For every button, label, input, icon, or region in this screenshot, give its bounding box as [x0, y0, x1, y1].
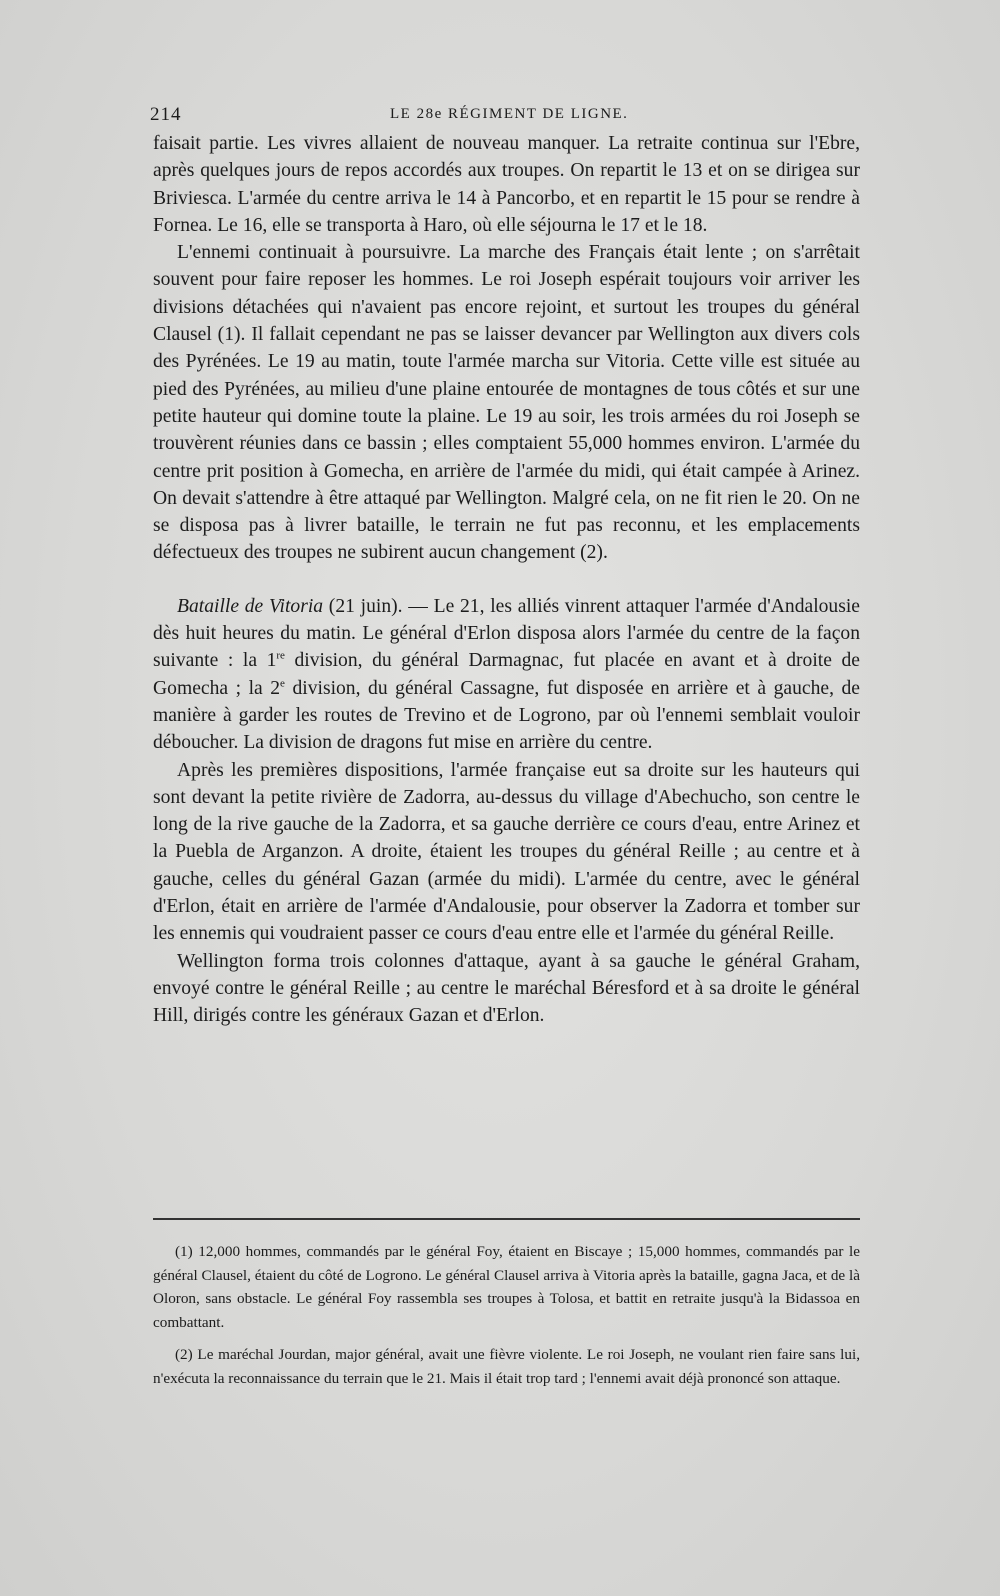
footnote-2: (2) Le maréchal Jourdan, major général, avait une fièvre violente. Le roi Joseph, ne voulant rien faire sans lui, n'exécuta la reconnaissance du terrain que le 21. Mais il était trop tard ; l'ennemi avait déjà prononcé son attaque. [153, 1345, 860, 1387]
paragraph-text: division, du général Cassagne, fut disposée en arrière et à gauche, de manière à garder les routes de Trevino et de Logrono, par où l'ennemi semblait vouloir déboucher. La division de dragons fut mise en arrière du centre. [153, 677, 861, 754]
paragraph: Après les premières dispositions, l'armée française eut sa droite sur les hauteurs qui sont devant la petite rivière de Zadorra, au-dessus du village d'Abechucho, son centre le long de la rive gauche de la Zadorra, et sa gauche derrière ce cours d'eau, entre Arinez et la Puebla de Arganzon. A droite, étaient les troupes du général Reille ; au centre et à gauche, celles du général Gazan (armée du midi). L'armée du centre, avec le général d'Erlon, était en arrière de l'armée d'Andalousie, pour observer la Zadorra et tomber sur les ennemis qui voudraient passer ce cours d'eau entre elle et l'armée du général Reille. [153, 759, 860, 945]
footnote-divider [153, 1218, 860, 1220]
footnotes [153, 1240, 860, 1390]
paragraph: Wellington forma trois colonnes d'attaque, ayant à sa gauche le général Graham, envoyé contre le général Reille ; au centre le maréchal Béresford et à sa droite le général Hill, dirigés contre les généraux Gazan et d'Erlon. [153, 950, 860, 1027]
superscript: e [280, 677, 285, 690]
paragraph: faisait partie. Les vivres allaient de nouveau manquer. La retraite continua sur l'Ebre, après quelques jours de repos accordés aux troupes. On repartit le 13 et on se dirigea sur Briviesca. L'armée du centre arriva le 14 à Pancorbo, et en repartit le 15 pour se rendre à Fornea. Le 16, elle se transporta à Haro, où elle séjourna le 17 et le 18. [153, 133, 860, 236]
footnote-1: (1) 12,000 hommes, commandés par le général Foy, étaient en Biscaye ; 15,000 hommes, commandés par le général Clausel, étaient du côté de Logrono. Le général Clausel arriva à Vitoria après la bataille, gagna Jaca, et de là Oloron, sans obstacle. Le général Foy rassembla ses troupes à Tolosa, et battit en retraite jusqu'à la Bidassoa en combattant. [153, 1243, 860, 1332]
main-text [153, 130, 860, 1030]
paragraph: L'ennemi continuait à poursuivre. La marche des Français était lente ; on s'arrêtait souvent pour faire reposer les hommes. Le roi Joseph espérait toujours voir arriver les divisions détachées qui n'avaient pas encore rejoint, et surtout les troupes du général Clausel (1). Il fallait cependant ne pas se laisser devancer par Wellington aux divers cols des Pyrénées. Le 19 au matin, toute l'armée marcha sur Vitoria. Cette ville est située au pied des Pyrénées, au milieu d'une plaine entourée de montagnes de tous côtés et sur une petite hauteur qui domine toute la plaine. Le 19 au soir, les trois armées du roi Joseph se trouvèrent réunies dans ce bassin ; elles comptaient 55,000 hommes environ. L'armée du centre prit position à Gomecha, en arrière de l'armée du midi, qui était campée à Arinez. On devait s'attendre à être attaqué par Wellington. Malgré cela, on ne fit rien le 20. On ne se disposa pas à livrer bataille, le terrain ne fut pas reconnu, et les emplacements défectueux des troupes ne subirent aucun changement (2). [153, 242, 860, 564]
section-title: Bataille de Vitoria [177, 595, 324, 617]
paragraph-text: (21 juin). — Le 21, les alliés vinrent attaquer l'armée d'Andalousie dès huit heures du matin. Le général d'Erlon disposa alors l'armée du centre de la façon suivante : la 1 [153, 595, 860, 672]
page-header [150, 104, 860, 128]
running-head: LE 28e RÉGIMENT DE LIGNE. [390, 106, 629, 122]
paragraph-text: division, du général Darmagnac, fut placée en avant et à droite de Gomecha ; la 2 [153, 650, 861, 699]
superscript: re [276, 649, 285, 662]
page-number: 214 [150, 104, 182, 125]
section-paragraph [153, 593, 860, 757]
